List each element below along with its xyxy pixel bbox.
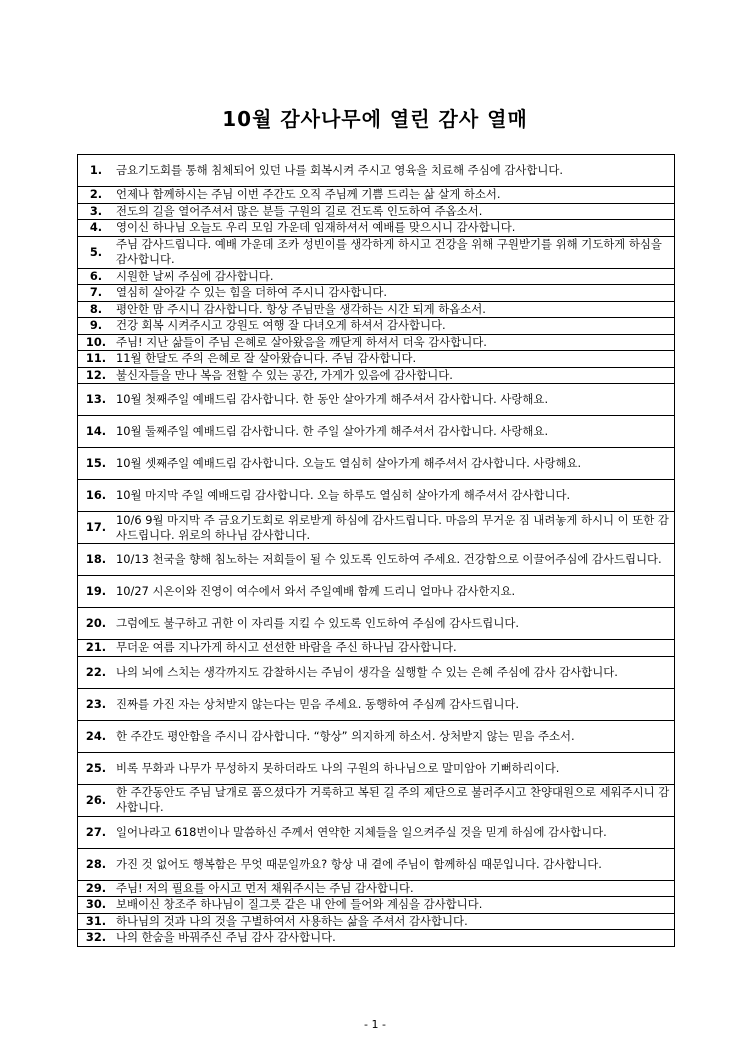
- item-number: 19.: [78, 576, 115, 608]
- item-number: 2.: [78, 187, 115, 204]
- item-number: 14.: [78, 416, 115, 448]
- item-text: 주님! 지난 삶들이 주님 은혜로 살아왔음을 깨닫게 하셔서 더욱 감사합니다.: [114, 334, 675, 351]
- item-number: 20.: [78, 608, 115, 640]
- list-item: [78, 897, 675, 914]
- list-item: [78, 544, 675, 576]
- item-text: 일어나라고 618번이나 말씀하신 주께서 연약한 지체들을 일으켜주실 것을 믿게 하심에 감사합니다.: [114, 816, 675, 848]
- list-item: [78, 367, 675, 384]
- item-number: 10.: [78, 334, 115, 351]
- item-text: 보배이신 창조주 하나님이 질그릇 같은 내 안에 들어와 계심을 감사합니다.: [114, 897, 675, 914]
- list-item: [78, 930, 675, 947]
- list-item: [78, 880, 675, 897]
- item-number: 24.: [78, 720, 115, 752]
- item-text: 하나님의 것과 나의 것을 구별하여서 사용하는 삶을 주셔서 감사합니다.: [114, 913, 675, 930]
- list-item: [78, 448, 675, 480]
- list-item: [78, 576, 675, 608]
- item-number: 8.: [78, 301, 115, 318]
- list-item: [78, 480, 675, 512]
- item-number: 32.: [78, 930, 115, 947]
- item-text: 가진 것 없어도 행복함은 무엇 때문일까요? 항상 내 곁에 주님이 함께하심 때문입니다. 감사합니다.: [114, 848, 675, 880]
- item-number: 16.: [78, 480, 115, 512]
- item-text: 불신자들을 만나 복음 전할 수 있는 공간, 가게가 있음에 감사합니다.: [114, 367, 675, 384]
- list-item: [78, 351, 675, 368]
- item-number: 6.: [78, 268, 115, 285]
- list-item: [78, 688, 675, 720]
- list-item: [78, 203, 675, 220]
- item-text: 평안한 맘 주시니 감사합니다. 항상 주님만을 생각하는 시간 되게 하옵소서.: [114, 301, 675, 318]
- list-item: [78, 155, 675, 187]
- item-text: 영이신 하나님 오늘도 우리 모임 가운데 임재하셔서 예배를 맞으시니 감사합니다.: [114, 220, 675, 237]
- item-number: 28.: [78, 848, 115, 880]
- item-text: 10월 첫째주일 예배드림 감사합니다. 한 동안 살아가게 해주셔서 감사합니다. 사랑해요.: [114, 384, 675, 416]
- list-item: [78, 656, 675, 688]
- list-item: [78, 816, 675, 848]
- list-item: [78, 848, 675, 880]
- item-number: 25.: [78, 752, 115, 784]
- item-text: 10월 셋째주일 예배드림 감사합니다. 오늘도 열심히 살아가게 해주셔서 감사합니다. 사랑해요.: [114, 448, 675, 480]
- list-item: [78, 268, 675, 285]
- item-number: 26.: [78, 784, 115, 816]
- item-text: 한 주간동안도 주님 날개로 품으셨다가 거룩하고 복된 길 주의 제단으로 불러주시고 찬양대원으로 세워주시니 감사합니다.: [114, 784, 675, 816]
- item-text: 10월 둘째주일 예배드림 감사합니다. 한 주일 살아가게 해주셔서 감사합니다. 사랑해요.: [114, 416, 675, 448]
- item-number: 21.: [78, 640, 115, 657]
- item-text: 열심히 살아갈 수 있는 힘을 더하여 주시니 감사합니다.: [114, 285, 675, 302]
- item-text: 금요기도회를 통해 침체되어 있던 나를 회복시켜 주시고 영육을 치료해 주심에 감사합니다.: [114, 155, 675, 187]
- page-number: - 1 -: [364, 1018, 386, 1031]
- item-number: 27.: [78, 816, 115, 848]
- item-number: 31.: [78, 913, 115, 930]
- item-text: 진짜를 가진 자는 상처받지 않는다는 믿음 주세요. 동행하여 주심께 감사드립니다.: [114, 688, 675, 720]
- item-number: 11.: [78, 351, 115, 368]
- item-number: 12.: [78, 367, 115, 384]
- list-item: [78, 752, 675, 784]
- item-text: 비록 무화과 나무가 무성하지 못하더라도 나의 구원의 하나님으로 말미암아 기뻐하리이다.: [114, 752, 675, 784]
- item-number: 9.: [78, 318, 115, 335]
- item-text: 주님! 저의 필요를 아시고 먼저 채워주시는 주님 감사합니다.: [114, 880, 675, 897]
- item-text: 10/6 9월 마지막 주 금요기도회로 위로받게 하심에 감사드립니다. 마음의 무거운 짐 내려놓게 하시니 이 또한 감사드립니다. 위로의 하나님 감사합니다.: [114, 512, 675, 544]
- item-number: 22.: [78, 656, 115, 688]
- item-number: 17.: [78, 512, 115, 544]
- item-text: 10/13 천국을 향해 침노하는 저희들이 될 수 있도록 인도하여 주세요. 건강함으로 이끌어주심에 감사드립니다.: [114, 544, 675, 576]
- item-text: 언제나 함께하시는 주님 이번 주간도 오직 주님께 기쁨 드리는 삶 살게 하소서.: [114, 187, 675, 204]
- item-number: 7.: [78, 285, 115, 302]
- list-item: [78, 416, 675, 448]
- list-item: [78, 608, 675, 640]
- item-text: 무더운 여름 지나가게 하시고 선선한 바람을 주신 하나님 감사합니다.: [114, 640, 675, 657]
- list-item: [78, 384, 675, 416]
- item-number: 29.: [78, 880, 115, 897]
- list-item: [78, 784, 675, 816]
- item-number: 3.: [78, 203, 115, 220]
- item-text: 전도의 길을 열어주셔서 많은 분들 구원의 길로 건도록 인도하여 주옵소서.: [114, 203, 675, 220]
- item-text: 11월 한달도 주의 은혜로 잘 살아왔습니다. 주님 감사합니다.: [114, 351, 675, 368]
- item-number: 30.: [78, 897, 115, 914]
- list-item: [78, 187, 675, 204]
- list-item: [78, 720, 675, 752]
- list-item: [78, 640, 675, 657]
- item-number: 23.: [78, 688, 115, 720]
- list-item: [78, 220, 675, 237]
- item-text: 한 주간도 평안함을 주시니 감사합니다. “항상” 의지하게 하소서. 상처받지 않는 믿음 주소서.: [114, 720, 675, 752]
- item-number: 13.: [78, 384, 115, 416]
- list-item: [78, 236, 675, 268]
- item-number: 1.: [78, 155, 115, 187]
- item-text: 나의 한숨을 바꿔주신 주님 감사 감사합니다.: [114, 930, 675, 947]
- item-number: 4.: [78, 220, 115, 237]
- gratitude-list: [77, 154, 675, 947]
- item-text: 그럼에도 불구하고 귀한 이 자리를 지킬 수 있도록 인도하여 주심에 감사드립니다.: [114, 608, 675, 640]
- item-number: 5.: [78, 236, 115, 268]
- item-number: 15.: [78, 448, 115, 480]
- list-item: [78, 913, 675, 930]
- item-text: 시원한 날씨 주심에 감사합니다.: [114, 268, 675, 285]
- item-text: 10월 마지막 주일 예배드림 감사합니다. 오늘 하루도 열심히 살아가게 해주셔서 감사합니다.: [114, 480, 675, 512]
- item-text: 주님 감사드립니다. 예배 가운데 조카 성빈이를 생각하게 하시고 건강을 위해 구원받기를 위해 기도하게 하심을 감사합니다.: [114, 236, 675, 268]
- list-item: [78, 301, 675, 318]
- item-text: 건강 회복 시켜주시고 강원도 여행 잘 다녀오게 하셔서 감사합니다.: [114, 318, 675, 335]
- list-item: [78, 334, 675, 351]
- item-text: 나의 뇌에 스치는 생각까지도 감찰하시는 주님이 생각을 실행할 수 있는 은혜 주심에 감사 감사합니다.: [114, 656, 675, 688]
- item-text: 10/27 시온이와 진영이 여수에서 와서 주일예배 함께 드리니 얼마나 감사한지요.: [114, 576, 675, 608]
- list-item: [78, 512, 675, 544]
- list-item: [78, 318, 675, 335]
- item-number: 18.: [78, 544, 115, 576]
- page-title: 10월 감사나무에 열린 감사 열매: [222, 107, 528, 131]
- list-item: [78, 285, 675, 302]
